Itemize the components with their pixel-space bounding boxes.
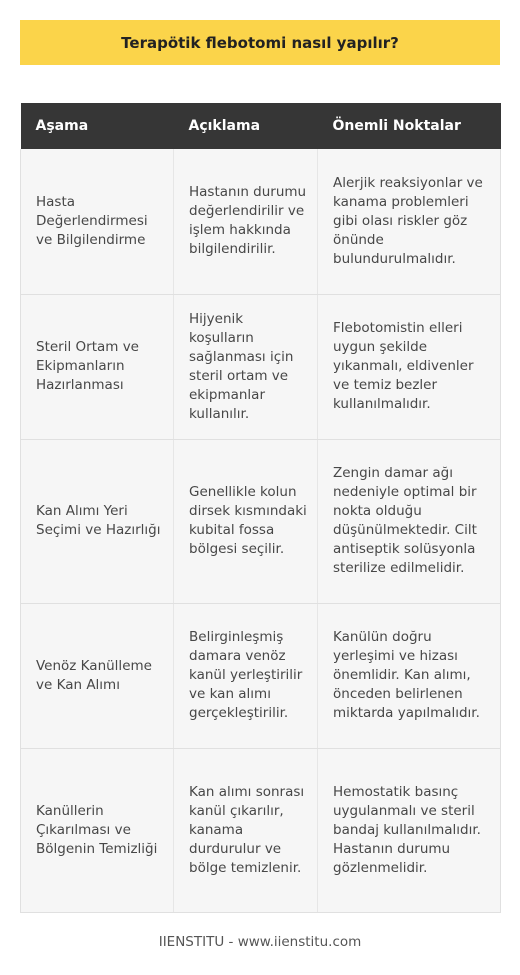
cell-notes: Zengin damar ağı nedeniyle optimal bir nokta olduğu düşünülmektedir. Cilt antiseptik solüsyonla sterilize edilmelidir. [318, 439, 501, 603]
cell-stage: Hasta Değerlendirmesi ve Bilgilendirme [21, 149, 174, 294]
cell-description: Genellikle kolun dirsek kısmındaki kubital fossa bölgesi seçilir. [174, 439, 318, 603]
title-banner [20, 20, 500, 65]
cell-description: Hastanın durumu değerlendirilir ve işlem hakkında bilgilendirilir. [174, 149, 318, 294]
table-row [21, 294, 501, 439]
header-notes: Önemli Noktalar [318, 103, 501, 149]
cell-notes: Hemostatik basınç uygulanmalı ve steril bandaj kullanılmalıdır. Hastanın durumu gözlenmelidir. [318, 748, 501, 912]
cell-notes: Flebotomistin elleri uygun şekilde yıkanmalı, eldivenler ve temiz bezler kullanılmalıdır. [318, 294, 501, 439]
header-stage: Aşama [21, 103, 174, 149]
cell-notes: Alerjik reaksiyonlar ve kanama problemleri gibi olası riskler göz önünde bulundurulmalıdır. [318, 149, 501, 294]
cell-description: Kan alımı sonrası kanül çıkarılır, kanama durdurulur ve bölge temizlenir. [174, 748, 318, 912]
phlebotomy-steps-table [20, 103, 501, 913]
table-header-row [21, 103, 501, 149]
cell-stage: Venöz Kanülleme ve Kan Alımı [21, 603, 174, 748]
cell-description: Belirginleşmiş damara venöz kanül yerleştirilir ve kan alımı gerçekleştirilir. [174, 603, 318, 748]
header-description: Açıklama [174, 103, 318, 149]
footer-credit: IIENSTITU - www.iienstitu.com [158, 934, 362, 950]
cell-stage: Kan Alımı Yeri Seçimi ve Hazırlığı [21, 439, 174, 603]
table-row [21, 603, 501, 748]
cell-notes: Kanülün doğru yerleşimi ve hizası önemlidir. Kan alımı, önceden belirlenen miktarda yapılmalıdır. [318, 603, 501, 748]
cell-stage: Kanüllerin Çıkarılması ve Bölgenin Temizliği [21, 748, 174, 912]
table-row [21, 439, 501, 603]
cell-stage: Steril Ortam ve Ekipmanların Hazırlanması [21, 294, 174, 439]
table-row [21, 748, 501, 912]
page-title: Terapötik flebotomi nasıl yapılır? [121, 33, 399, 52]
table-row [21, 149, 501, 294]
cell-description: Hijyenik koşulların sağlanması için steril ortam ve ekipmanlar kullanılır. [174, 294, 318, 439]
